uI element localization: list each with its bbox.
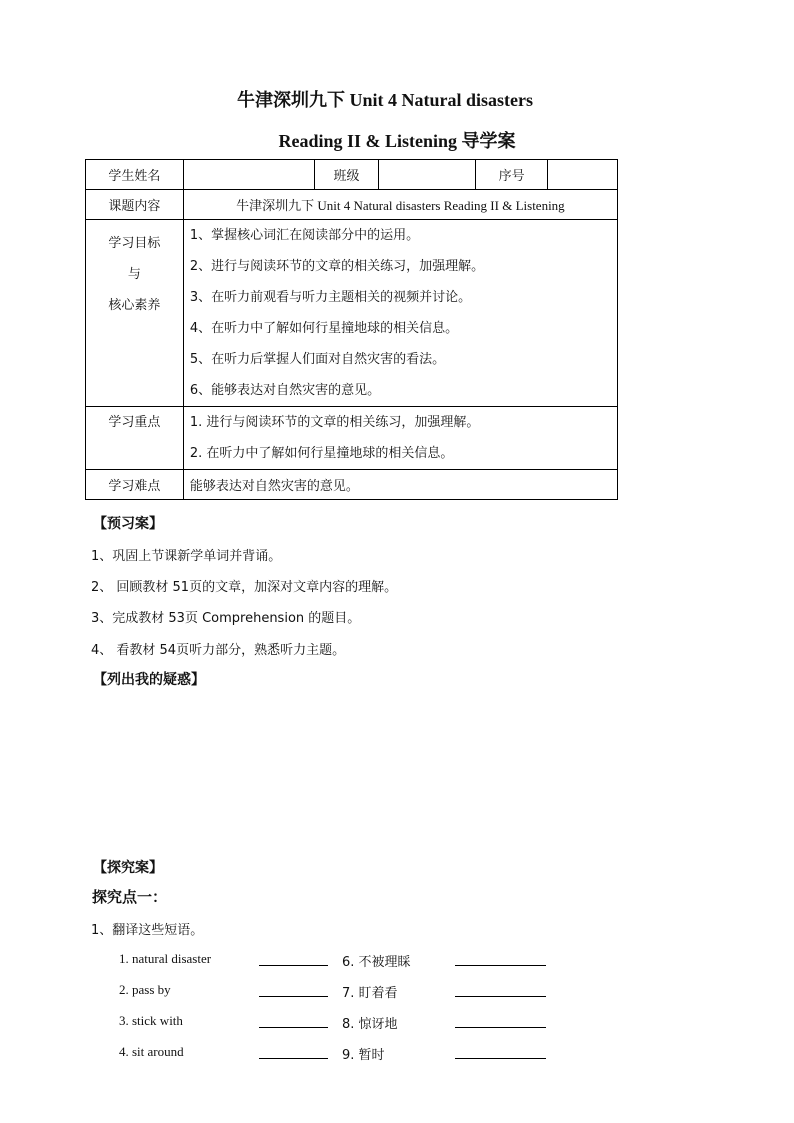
task-instruction: 1、翻译这些短语。: [91, 923, 204, 938]
preview-item: 2、 回顾教材 51页的文章，加深对文章内容的理解。: [91, 580, 398, 595]
answer-blank[interactable]: [259, 965, 328, 966]
list-item: [0, 1044, 794, 1064]
key-point-item: 2. 在听力中了解如何行星撞地球的相关信息。: [189, 446, 454, 461]
doubts-heading: 【列出我的疑惑】: [93, 672, 205, 688]
difficulty-label: 学习难点: [86, 470, 184, 500]
answer-blank[interactable]: [455, 996, 546, 997]
key-point-item: 1. 进行与阅读环节的文章的相关练习，加强理解。: [189, 415, 480, 430]
phrase-chinese: 6. 不被理睬: [342, 955, 411, 970]
seat-number-label: 序号: [476, 160, 548, 190]
table-row: [86, 470, 618, 500]
student-name-label: 学生姓名: [86, 160, 184, 190]
phrase-english: 3. stick with: [119, 1013, 183, 1028]
phrase-chinese: 9. 暂时: [342, 1048, 385, 1063]
goals-label-line: 与: [127, 267, 141, 282]
class-label: 班级: [314, 160, 379, 190]
explore-point-title: 探究点一：: [92, 888, 168, 906]
answer-blank[interactable]: [259, 1027, 328, 1028]
class-field[interactable]: [379, 160, 476, 190]
document-subtitle: Reading II & Listening 导学案: [278, 131, 516, 151]
goal-item: 3、在听力前观看与听力主题相关的视频并讨论。: [189, 290, 472, 305]
answer-blank[interactable]: [455, 1058, 546, 1059]
list-item: [0, 1013, 794, 1033]
answer-blank[interactable]: [455, 1027, 546, 1028]
goals-label-line: 核心素养: [108, 298, 161, 313]
list-item: [0, 951, 794, 971]
phrase-chinese: 8. 惊讶地: [342, 1017, 398, 1032]
preview-item: 1、巩固上节课新学单词并背诵。: [91, 549, 282, 564]
topic-value: 牛津深圳九下 Unit 4 Natural disasters Reading II & Listening: [183, 190, 617, 220]
phrase-english: 2. pass by: [119, 982, 171, 997]
difficulty-value: 能够表达对自然灾害的意见。: [183, 470, 617, 500]
goals-list: [183, 220, 617, 407]
goal-item: 4、在听力中了解如何行星撞地球的相关信息。: [189, 321, 459, 336]
document-title: 牛津深圳九下 Unit 4 Natural disasters: [237, 90, 533, 110]
goals-label-line: 学习目标: [108, 236, 161, 251]
goal-item: 6、能够表达对自然灾害的意见。: [189, 383, 381, 398]
preview-item: 3、完成教材 53页 Comprehension 的题目。: [91, 611, 361, 626]
key-points-label: [86, 407, 184, 470]
answer-blank[interactable]: [455, 965, 546, 966]
lesson-info-table: [85, 159, 618, 500]
table-row: [86, 160, 618, 190]
table-row: [86, 220, 618, 407]
goals-label: [86, 220, 184, 407]
answer-blank[interactable]: [259, 1058, 328, 1059]
goal-item: 1、掌握核心词汇在阅读部分中的运用。: [189, 228, 420, 243]
phrase-english: 1. natural disaster: [119, 951, 212, 966]
topic-label: 课题内容: [86, 190, 184, 220]
preview-heading: 【预习案】: [93, 516, 163, 532]
phrase-english: 4. sit around: [119, 1044, 184, 1059]
phrase-chinese: 7. 盯着看: [342, 986, 398, 1001]
goal-item: 5、在听力后掌握人们面对自然灾害的看法。: [189, 352, 446, 367]
key-points-label-text: 学习重点: [108, 415, 161, 430]
answer-blank[interactable]: [259, 996, 328, 997]
key-points-list: [183, 407, 617, 470]
table-row: [86, 190, 618, 220]
explore-heading: 【探究案】: [93, 860, 163, 876]
list-item: [0, 982, 794, 1002]
student-name-field[interactable]: [183, 160, 314, 190]
preview-item: 4、 看教材 54页听力部分，熟悉听力主题。: [91, 643, 346, 658]
table-row: [86, 407, 618, 470]
seat-number-field[interactable]: [548, 160, 618, 190]
goal-item: 2、进行与阅读环节的文章的相关练习，加强理解。: [189, 259, 485, 274]
